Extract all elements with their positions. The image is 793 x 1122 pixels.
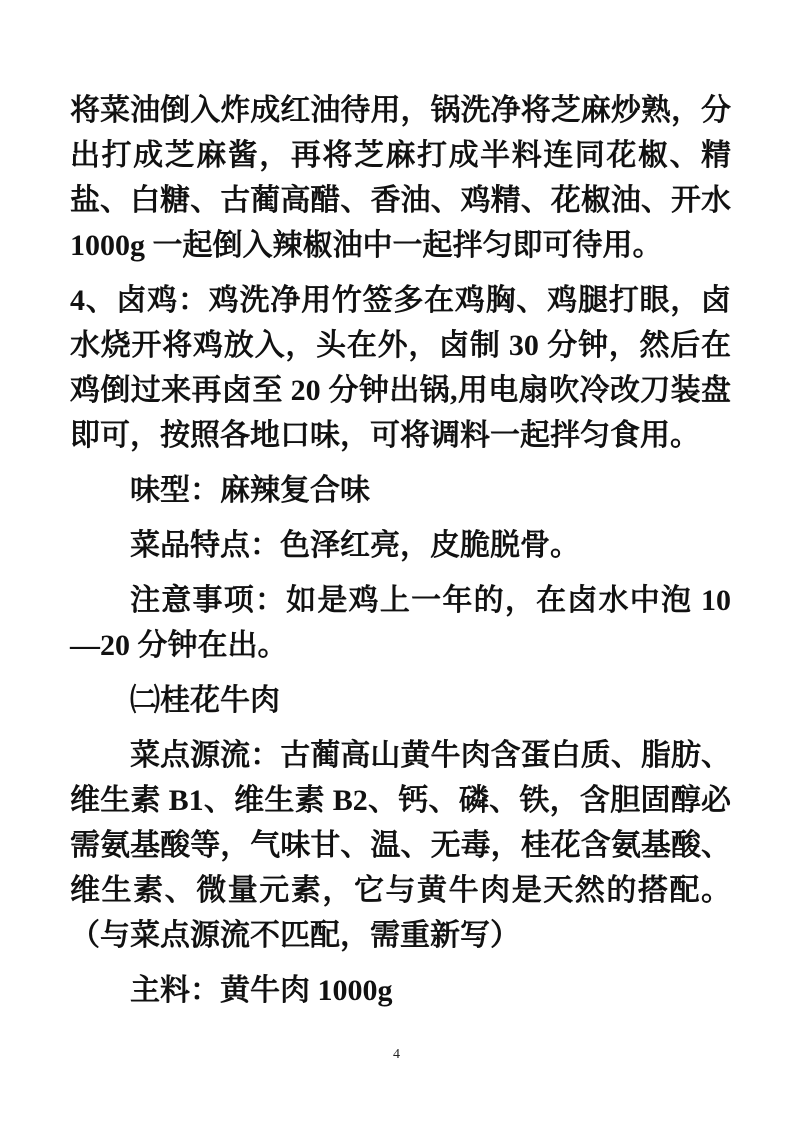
line-main-ingredient: 主料：黄牛肉 1000g: [130, 974, 393, 1007]
line-dish-features: 菜品特点：色泽红亮，皮脆脱骨。: [130, 529, 580, 562]
paragraph-item4-braised-chicken: 4、卤鸡：鸡洗净用竹签多在鸡胸、鸡腿打眼，卤水烧开将鸡放入，头在外，卤制 30 分钟，然后在鸡倒过来再卤至 20 分钟出锅,用电扇吹冷改刀装盘即可，按照各地口味，可将调料一起拌匀食用。: [70, 284, 731, 452]
heading-osmanthus-beef: ㈡桂花牛肉: [130, 684, 280, 717]
paragraph-dish-origin: 菜点源流：古蔺高山黄牛肉含蛋白质、脂肪、维生素 B1、维生素 B2、钙、磷、铁，含胆固醇必需氨基酸等，气味甘、温、无毒，桂花含氨基酸、维生素、微量元素，它与黄牛肉是天然的搭配。（与菜点源流不匹配，需重新写）: [70, 739, 731, 952]
line-flavor-type: 味型：麻辣复合味: [130, 474, 370, 507]
paragraph-notes: 注意事项：如是鸡上一年的，在卤水中泡 10—20 分钟在出。: [70, 584, 731, 662]
paragraph-red-oil-prep: 将菜油倒入炸成红油待用，锅洗净将芝麻炒熟，分出打成芝麻酱，再将芝麻打成半料连同花椒、精盐、白糖、古蔺高醋、香油、鸡精、花椒油、开水 1000g 一起倒入辣椒油中一起拌匀即可待用。: [70, 94, 731, 262]
page-number: 4: [393, 1047, 400, 1062]
